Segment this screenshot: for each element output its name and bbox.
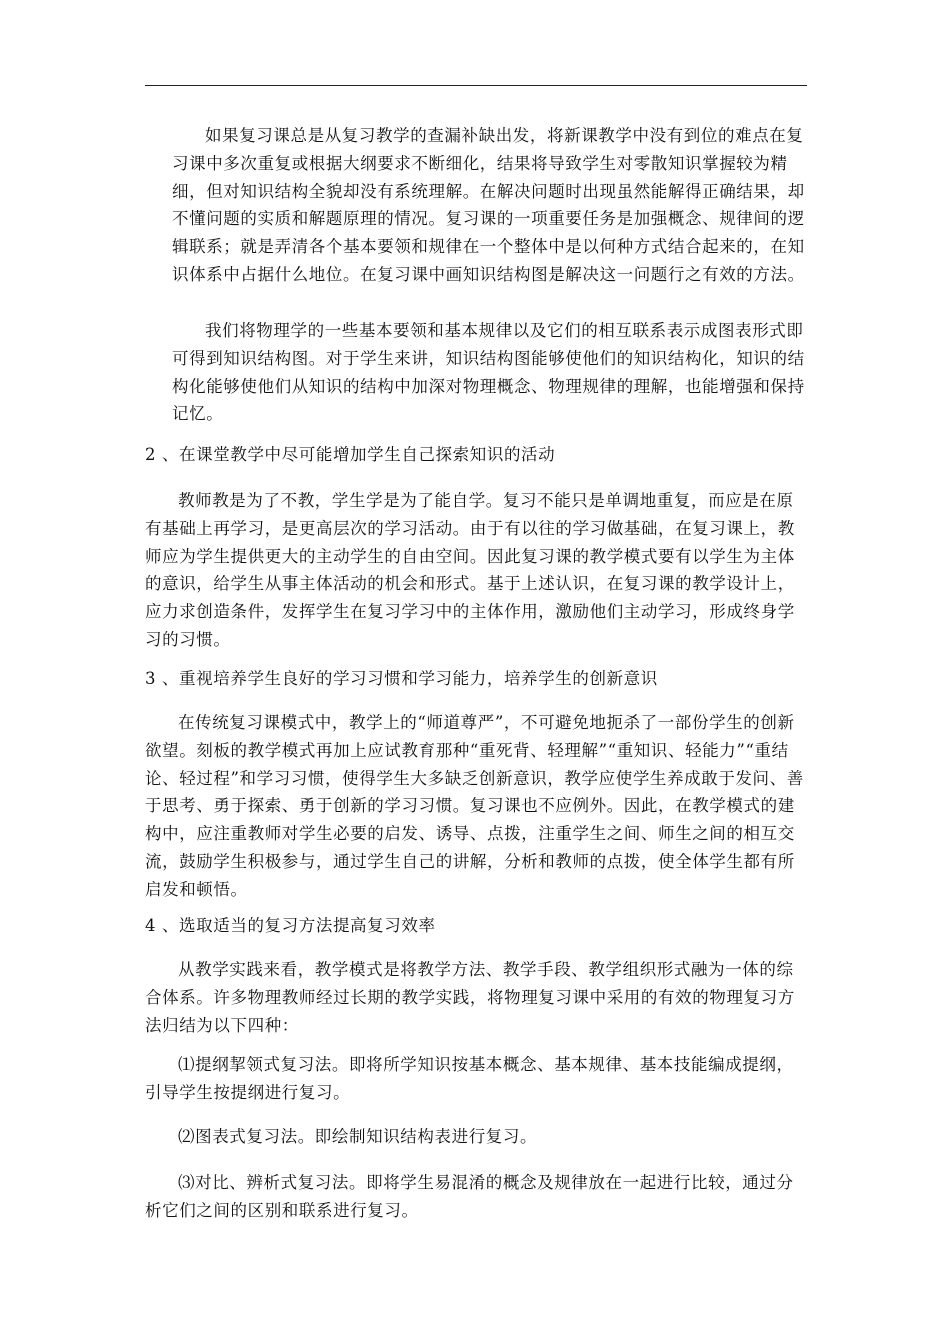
section-heading-4: 4 、选取适当的复习方法提高复习效率 [145,916,436,935]
paragraph-innovation: 在传统复习课模式中，教学上的“师道尊严”，不可避免地扼杀了一部份学生的创新欲望。刻板的教学模式再加上应试教育那种“重死背、轻理解”“重知识、轻能力”“重结论、轻过程”和学习习惯，使得学生大多缺乏创新意识，教学应使学生养成敢于发问、善于思考、勇于探索、勇于创新的学习习惯。复习课也不应例外。因此，在教学模式的建构中，应注重教师对学生必要的启发、诱导、点拨，注重学生之间、师生之间的相互交流，鼓励学生积极参与，通过学生自己的讲解，分析和教师的点拨，使全体学生都有所启发和顿悟。 [145,713,804,899]
method-item-3: ⑶对比、辨析式复习法。即将学生易混淆的概念及规律放在一起进行比较，通过分析它们之间的区别和联系进行复习。 [145,1173,794,1220]
header-rule [145,85,807,86]
method-item-1: ⑴提纲挈领式复习法。即将所学知识按基本概念、基本规律、基本技能编成提纲，引导学生按提纲进行复习。 [145,1055,794,1102]
paragraph-knowledge-structure: 如果复习课总是从复习教学的查漏补缺出发，将新课教学中没有到位的难点在复习课中多次重复或根据大纲要求不断细化，结果将导致学生对零散知识掌握较为精细，但对知识结构全貌却没有系统理解。在解决问题时出现虽然能解得正确结果，却不懂问题的实质和解题原理的情况。复习课的一项重要任务是加强概念、规律间的逻辑联系；就是弄清各个基本要领和规律在一个整体中是以何种方式结合起来的，在知识体系中占据什么地位。在复习课中画知识结构图是解决这一问题行之有效的方法。 [172,126,805,284]
paragraph-structure-diagram: 我们将物理学的一些基本要领和基本规律以及它们的相互联系表示成图表形式即可得到知识结构图。对于学生来讲，知识结构图能够使他们的知识结构化，知识的结构化能够使他们从知识的结构中加深对物理概念、物理规律的理解，也能增强和保持记忆。 [172,321,805,424]
paragraph-student-exploration: 教师教是为了不教，学生学是为了能自学。复习不能只是单调地重复，而应是在原有基础上再学习，是更高层次的学习活动。由于有以往的学习做基础，在复习课上，教师应为学生提供更大的主动学生的自由空间。因此复习课的教学模式要有以学生为主体的意识，给学生从事主体活动的机会和形式。基于上述认识，在复习课的教学设计上，应力求创造条件，发挥学生在复习学习中的主体作用，激励他们主动学习，形成终身学习的习惯。 [145,491,795,649]
section-heading-3: 3 、重视培养学生良好的学习习惯和学习能力，培养学生的创新意识 [145,669,658,688]
method-item-2: ⑵图表式复习法。即绘制知识结构表进行复习。 [178,1127,538,1146]
section-heading-2: 2 、在课堂教学中尽可能增加学生自己探索知识的活动 [145,445,556,464]
paragraph-review-methods: 从教学实践来看，教学模式是将教学方法、教学手段、教学组织形式融为一体的综合体系。许多物理教师经过长期的教学实践，将物理复习课中采用的有效的物理复习方法归结为以下四种： [145,960,795,1035]
